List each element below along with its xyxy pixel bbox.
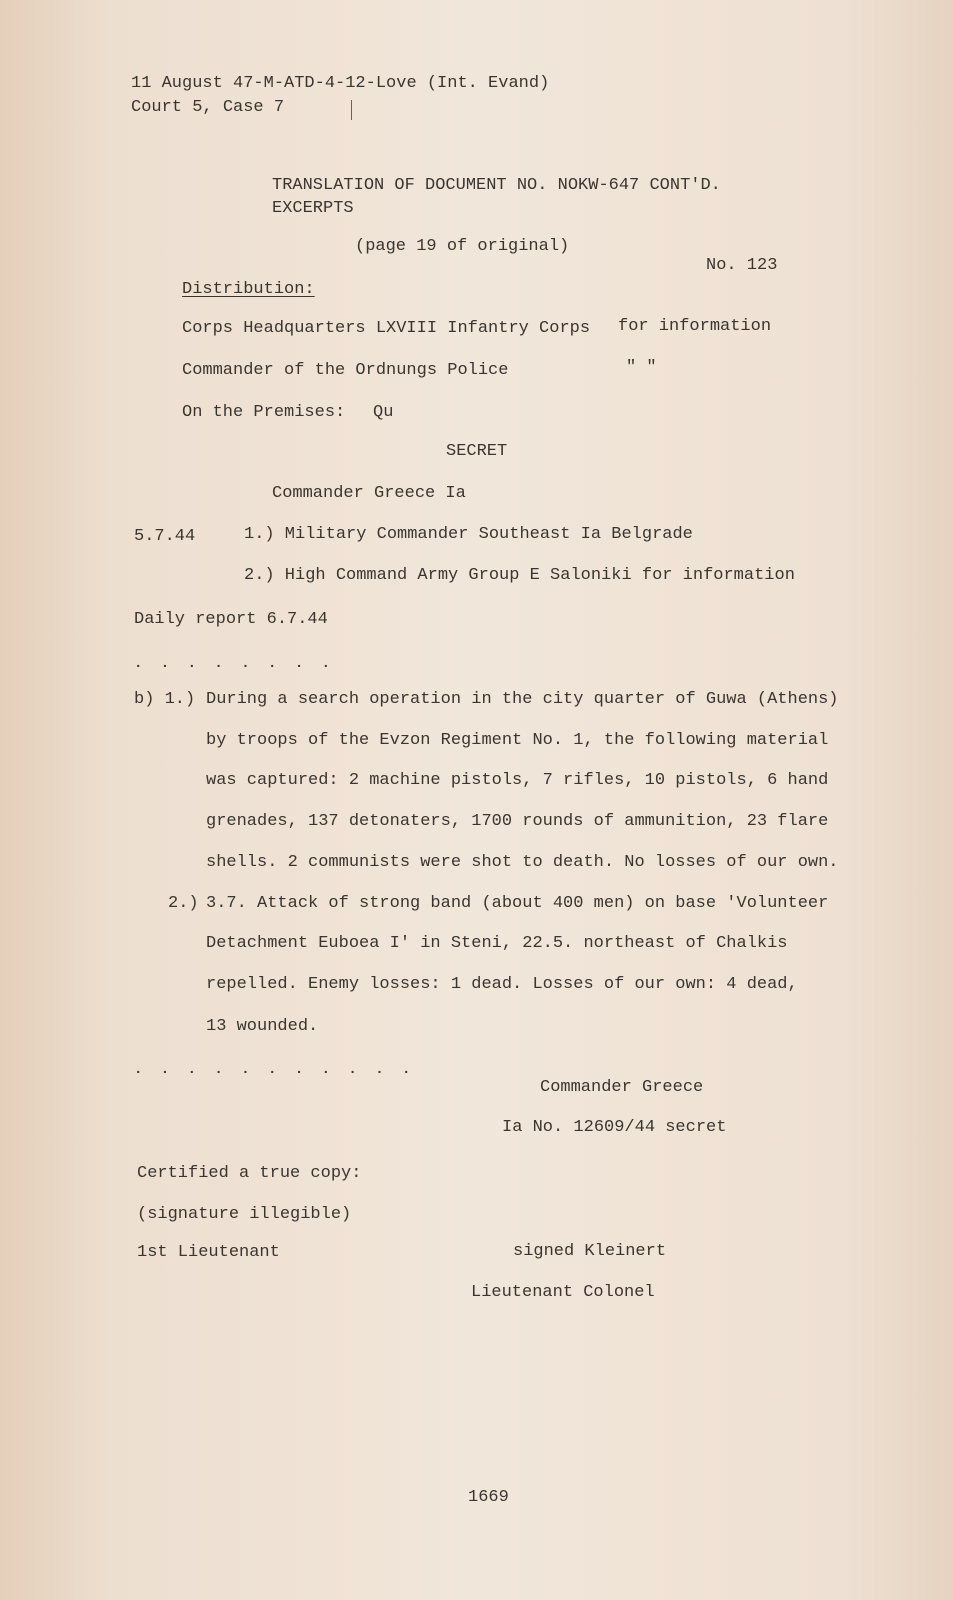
distribution-row-3-value: Qu xyxy=(373,403,394,422)
omission-dots: . . . . . . . . xyxy=(134,656,336,672)
item-b1-prefix: b) 1.) xyxy=(134,690,196,709)
signed-by: signed Kleinert xyxy=(513,1242,667,1261)
signature-org: Commander Greece xyxy=(540,1078,704,1097)
item-b1-line: During a search operation in the city quarter of Guwa (Athens) xyxy=(206,690,839,709)
recipient-2: 2.) High Command Army Group E Saloniki for information xyxy=(244,566,795,585)
item-b1-line: was captured: 2 machine pistols, 7 rifles, 10 pistols, 6 hand xyxy=(206,771,829,790)
distribution-row-1-purpose: for information xyxy=(618,317,772,336)
document-title: TRANSLATION OF DOCUMENT NO. NOKW-647 CONT'D. xyxy=(272,176,721,195)
item-b1-line: grenades, 137 detonaters, 1700 rounds of ammunition, 23 flare xyxy=(206,812,829,831)
distribution-row-2-ditto: " " xyxy=(626,358,657,377)
page-reference: (page 19 of original) xyxy=(355,237,570,256)
document-subtitle: EXCERPTS xyxy=(272,199,354,218)
item-b2-prefix: 2.) xyxy=(168,894,199,913)
certification-line-3: 1st Lieutenant xyxy=(137,1243,280,1262)
certification-line-2: (signature illegible) xyxy=(137,1205,352,1224)
item-b2-line: 3.7. Attack of strong band (about 400 men) on base 'Volunteer xyxy=(206,894,829,913)
classification: SECRET xyxy=(446,442,508,461)
distribution-row-3-name: On the Premises: xyxy=(182,403,346,422)
distribution-row-2-name: Commander of the Ordnungs Police xyxy=(182,361,509,380)
report-title: Daily report 6.7.44 xyxy=(134,610,328,629)
date: 5.7.44 xyxy=(134,527,196,546)
header-court-case: Court 5, Case 7 xyxy=(131,98,285,117)
distribution-row-1-name: Corps Headquarters LXVIII Infantry Corps xyxy=(182,319,591,338)
document-number: No. 123 xyxy=(706,256,778,275)
item-b2-line: 13 wounded. xyxy=(206,1017,319,1036)
signature-reference: Ia No. 12609/44 secret xyxy=(502,1118,727,1137)
signer-rank: Lieutenant Colonel xyxy=(471,1283,655,1302)
recipient-1: 1.) Military Commander Southeast Ia Belgrade xyxy=(244,525,693,544)
item-b2-line: repelled. Enemy losses: 1 dead. Losses of our own: 4 dead, xyxy=(206,975,798,994)
item-b1-line: shells. 2 communists were shot to death. No losses of our own. xyxy=(206,853,839,872)
distribution-heading: Distribution: xyxy=(182,280,315,299)
omission-dots-end: . . . . . . . . . . . xyxy=(134,1062,416,1078)
header-reference: 11 August 47-M-ATD-4-12-Love (Int. Evand) xyxy=(131,74,550,93)
stray-mark xyxy=(351,100,352,120)
item-b1-line: by troops of the Evzon Regiment No. 1, the following material xyxy=(206,731,829,750)
page-number: 1669 xyxy=(468,1488,509,1507)
sender: Commander Greece Ia xyxy=(272,484,466,503)
item-b2-line: Detachment Euboea I' in Steni, 22.5. northeast of Chalkis xyxy=(206,934,788,953)
certification-line-1: Certified a true copy: xyxy=(137,1164,362,1183)
